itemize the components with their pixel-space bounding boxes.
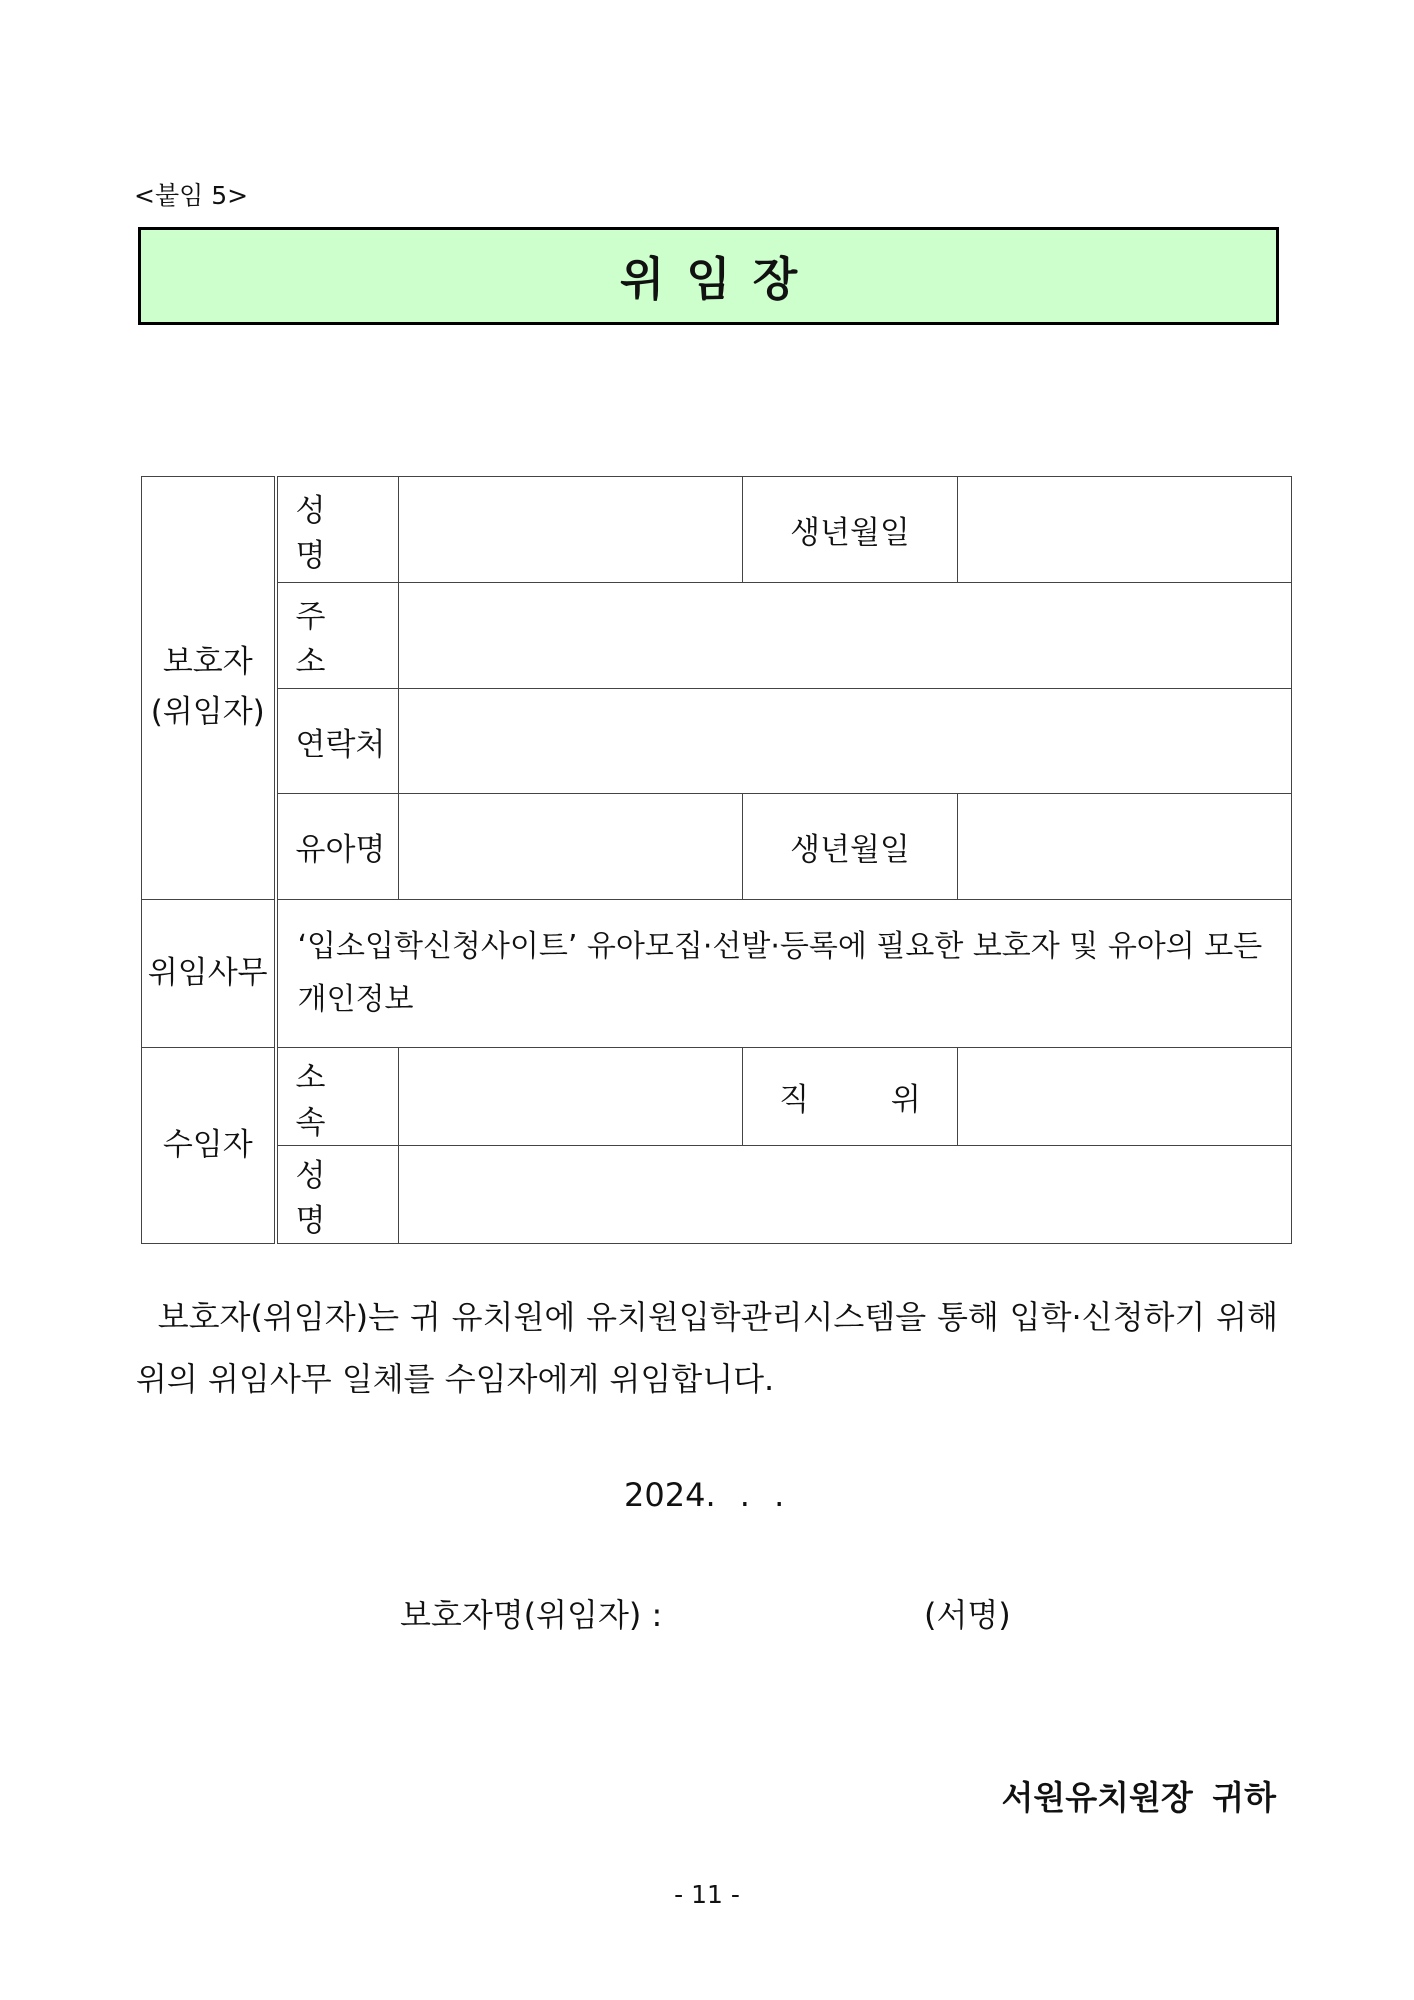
guardian-contact-row (142, 689, 1292, 794)
delegate-name-field[interactable] (399, 1146, 1292, 1244)
guardian-birth-field[interactable] (958, 477, 1292, 583)
delegate-name-label: 성 명 (276, 1146, 399, 1244)
delegation-statement-text: 보호자(위임자)는 귀 유치원에 유치원입학관리시스템을 통해 입학·신청하기 위해 위의 위임사무 일체를 수임자에게 위임합니다. (136, 1298, 1278, 1398)
guardian-group-label (142, 477, 276, 900)
attachment-label: <붙임 5> (134, 181, 249, 210)
guardian-name-row (142, 477, 1292, 583)
signature-label: 보호자명(위임자) : (400, 1596, 663, 1634)
delegate-position-label: 직 위 (743, 1048, 958, 1146)
child-name-field[interactable] (399, 794, 743, 900)
child-birth-field[interactable] (958, 794, 1292, 900)
delegated-duty-label: 위임사무 (142, 900, 276, 1048)
delegate-group-label: 수임자 (142, 1048, 276, 1244)
page-number: - 11 - (674, 1880, 740, 1909)
title-box (138, 227, 1279, 325)
delegation-form-table (141, 476, 1292, 1244)
child-birth-label: 생년월일 (743, 794, 958, 900)
document-title: 위임장 (619, 252, 820, 306)
guardian-group-label-line2: (위임자) (150, 694, 265, 730)
delegate-position-field[interactable] (958, 1048, 1292, 1146)
recipient: 서원유치원장 귀하 (1001, 1778, 1276, 1817)
date-line: 2024. . . (624, 1476, 785, 1514)
guardian-name-label: 성 명 (276, 477, 399, 583)
guardian-address-row (142, 583, 1292, 689)
child-name-label: 유아명 (276, 794, 399, 900)
guardian-contact-field[interactable] (399, 689, 1292, 794)
guardian-name-field[interactable] (399, 477, 743, 583)
guardian-address-field[interactable] (399, 583, 1292, 689)
guardian-address-label: 주 소 (276, 583, 399, 689)
delegate-affiliation-field[interactable] (399, 1048, 743, 1146)
delegate-affiliation-label: 소 속 (276, 1048, 399, 1146)
delegation-statement (136, 1286, 1278, 1410)
child-row (142, 794, 1292, 900)
guardian-contact-label: 연락처 (276, 689, 399, 794)
delegate-affiliation-row (142, 1048, 1292, 1146)
delegated-duty-row (142, 900, 1292, 1048)
delegate-name-row (142, 1146, 1292, 1244)
guardian-group-label-line1: 보호자 (162, 644, 253, 681)
signature-mark: (서명) (924, 1596, 1011, 1634)
guardian-birth-label: 생년월일 (743, 477, 958, 583)
delegated-duty-text: ‘입소입학신청사이트’ 유아모집·선발·등록에 필요한 보호자 및 유아의 모든 개인정보 (276, 900, 1292, 1048)
